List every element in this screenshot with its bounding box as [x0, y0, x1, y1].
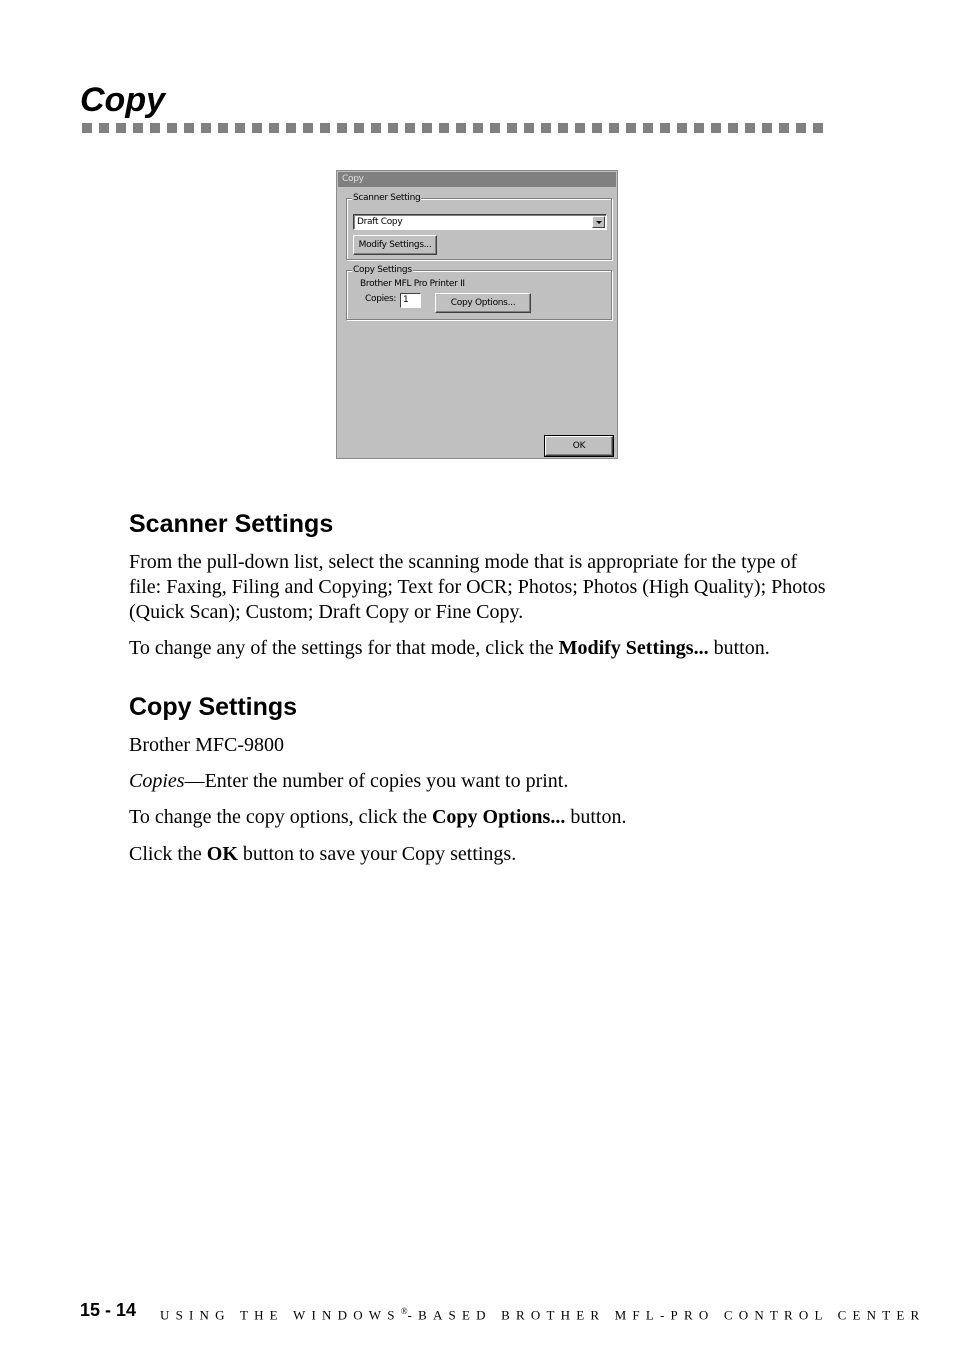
title-dotted-rule — [82, 123, 824, 133]
copy-options-instruction — [129, 805, 829, 830]
copy-options-emphasis: Copy Options... — [431, 806, 566, 828]
printer-name: Brother MFL Pro Printer II — [360, 279, 465, 289]
copy-settings-heading: Copy Settings — [129, 693, 298, 721]
text-run: To change any of the settings for that mode, click the — [129, 637, 559, 659]
text-run: Click the — [129, 843, 207, 865]
scanner-settings-heading: Scanner Settings — [129, 510, 334, 538]
running-head — [160, 1303, 925, 1323]
modify-settings-instruction — [129, 636, 849, 661]
copy-settings-group — [346, 265, 612, 320]
ok-emphasis: OK — [206, 843, 238, 865]
scan-mode-value: Draft Copy — [357, 217, 403, 227]
scanner-setting-group-label: Scanner Setting — [353, 193, 421, 203]
ok-button[interactable]: OK — [545, 436, 613, 456]
scan-mode-dropdown[interactable] — [353, 214, 607, 230]
modify-settings-button[interactable]: Modify Settings... — [353, 235, 437, 255]
running-head-text: -BASED BROTHER MFL-PRO CONTROL CENTER — [407, 1307, 926, 1323]
dialog-titlebar: Copy — [338, 172, 616, 187]
copy-settings-group-label: Copy Settings — [353, 265, 412, 275]
copies-term: Copies — [129, 770, 185, 792]
ok-instruction — [129, 842, 829, 867]
scanner-setting-group — [346, 193, 612, 260]
copies-description — [129, 769, 829, 794]
copy-options-button[interactable]: Copy Options... — [435, 293, 531, 313]
text-run: —Enter the number of copies you want to print. — [184, 770, 569, 792]
text-run: button to save your Copy settings. — [237, 843, 517, 865]
copies-input[interactable]: 1 — [400, 293, 421, 308]
copies-label: Copies: — [365, 294, 397, 304]
text-run: To change the copy options, click the — [129, 806, 432, 828]
registered-mark: ® — [400, 1306, 408, 1316]
page-number: 15 - 14 — [80, 1300, 137, 1320]
modify-settings-emphasis: Modify Settings... — [558, 637, 709, 659]
page-title: Copy — [80, 81, 165, 119]
chevron-down-icon[interactable] — [592, 216, 605, 228]
text-run: button. — [565, 806, 627, 828]
scanner-settings-paragraph: From the pull-down list, select the scanning mode that is appropriate for the type of file: Faxing, Filing and Copying; Text for OCR; Photos; Photos (High Quality); Photos (Quick Scan); Custom; Draft Copy or Fine Copy. — [129, 551, 826, 623]
text-run: button. — [708, 637, 770, 659]
running-head-text: USING THE WINDOWS — [160, 1307, 401, 1323]
copy-dialog — [336, 170, 618, 459]
model-name: Brother MFC-9800 — [129, 734, 284, 756]
